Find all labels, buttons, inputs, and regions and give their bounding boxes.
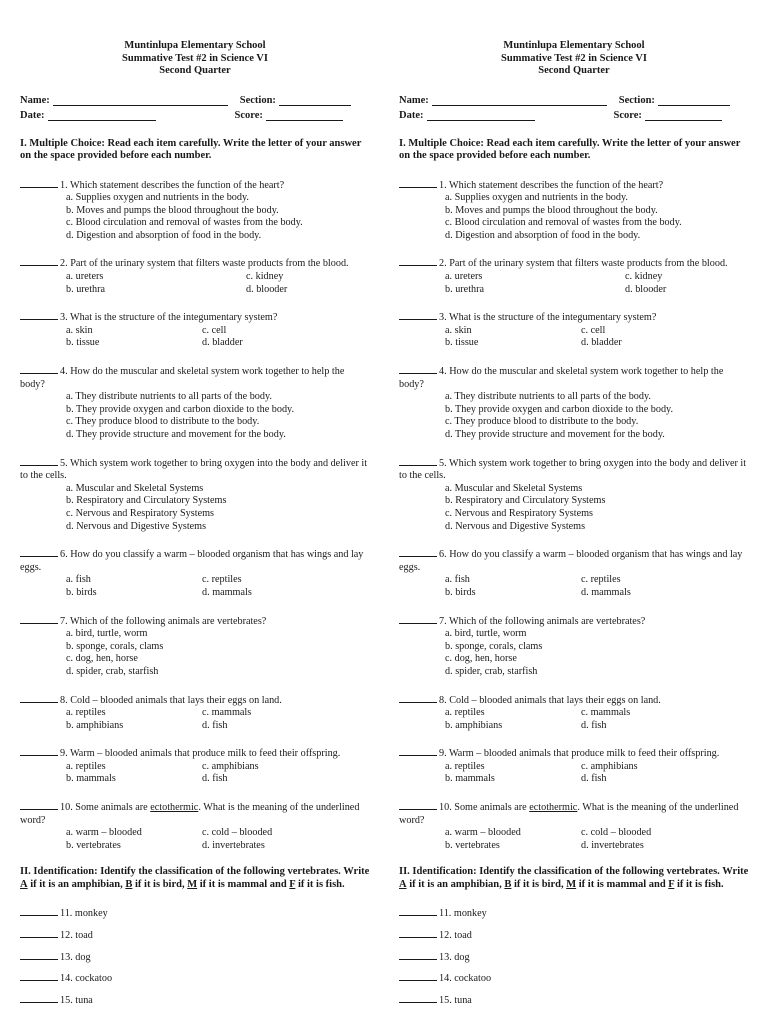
option: a. skin [445, 324, 472, 336]
id-item-13: 13. dog [20, 949, 370, 965]
question-3: 3. What is the structure of the integumentary system? a. skin c. cell b. tissue d. bladder [399, 309, 749, 350]
answer-blank[interactable] [20, 970, 58, 981]
option: b. mammals [445, 773, 495, 785]
option: b. They provide oxygen and carbon dioxide to the body. [445, 403, 674, 415]
name-label: Name: [399, 94, 429, 106]
option: c. kidney [625, 271, 663, 283]
option: d. Digestion and absorption of food in the body. [66, 229, 262, 241]
option: c. mammals [202, 707, 252, 719]
option: d. mammals [581, 586, 631, 598]
option: c. reptiles [202, 574, 242, 586]
question-2: 2. Part of the urinary system that filters waste products from the blood. a. ureters c. kidney b. urethra d. blooder [399, 255, 749, 296]
id-item-14: 14. cockatoo [20, 970, 370, 986]
part1-instructions: I. Multiple Choice: Read each item carefully. Write the letter of your answer on the space provided before each number. [20, 137, 362, 161]
answer-blank[interactable] [20, 309, 58, 320]
option: c. reptiles [581, 574, 621, 586]
option: c. Blood circulation and removal of wastes from the body. [445, 217, 682, 229]
date-field[interactable] [48, 109, 156, 121]
option: c. Nervous and Respiratory Systems [445, 507, 593, 519]
option: d. mammals [202, 586, 252, 598]
question-3: 3. What is the structure of the integumentary system? a. skin c. cell b. tissue d. bladder [20, 309, 370, 350]
quarter-label: Second Quarter [538, 65, 610, 76]
underlined-term: ectothermic [150, 802, 199, 814]
section-field[interactable] [279, 94, 351, 106]
id-item-11: 11. monkey [399, 905, 749, 921]
option: d. fish [202, 773, 228, 785]
option: a. Muscular and Skeletal Systems [66, 482, 204, 494]
answer-blank[interactable] [399, 992, 437, 1003]
part1-instructions: I. Multiple Choice: Read each item carefully. Write the letter of your answer on the space provided before each number. [399, 137, 741, 161]
option: c. cell [581, 324, 606, 336]
score-label: Score: [234, 109, 263, 121]
option: d. invertebrates [581, 839, 644, 851]
answer-blank[interactable] [399, 949, 437, 960]
option: b. vertebrates [445, 839, 500, 851]
option: b. urethra [445, 283, 485, 295]
option: a. bird, turtle, worm [445, 628, 527, 640]
option: b. They provide oxygen and carbon dioxide to the body. [66, 403, 295, 415]
option: b. Moves and pumps the blood throughout the body. [66, 204, 279, 216]
name-field[interactable] [432, 94, 607, 106]
id-item-13: 13. dog [399, 949, 749, 965]
question-8: 8. Cold – blooded animals that lays their eggs on land. a. reptiles c. mammals b. amphibians d. fish [20, 692, 370, 733]
option: d. They provide structure and movement for the body. [445, 429, 665, 440]
answer-blank[interactable] [399, 309, 437, 320]
school-name: Muntinlupa Elementary School [124, 40, 266, 51]
option: c. Blood circulation and removal of wastes from the body. [66, 217, 303, 229]
option: b. tissue [445, 337, 479, 349]
option: b. Respiratory and Circulatory Systems [445, 495, 606, 507]
test-copy-left [20, 40, 370, 1007]
answer-blank[interactable] [20, 546, 58, 557]
school-name: Muntinlupa Elementary School [503, 40, 645, 51]
id-item-14: 14. cockatoo [399, 970, 749, 986]
answer-blank[interactable] [20, 992, 58, 1003]
id-item-15: 15. tuna [20, 992, 370, 1008]
option: d. Digestion and absorption of food in the body. [445, 229, 641, 241]
date-score-row [20, 109, 370, 122]
part2-instructions: II. Identification: Identify the classification of the following vertebrates. Write A if it is an amphibian, B if it is bird, M if it is mammal and F if it is fish. [399, 866, 749, 890]
option: d. fish [581, 773, 607, 785]
option: a. fish [445, 574, 470, 586]
option: b. birds [66, 586, 97, 598]
answer-blank[interactable] [399, 970, 437, 981]
option: b. vertebrates [66, 839, 121, 851]
answer-blank[interactable] [20, 799, 58, 810]
option: a. They distribute nutrients to all parts of the body. [445, 391, 651, 403]
option: d. bladder [202, 337, 243, 349]
answer-blank[interactable] [399, 177, 437, 188]
option: a. Muscular and Skeletal Systems [445, 482, 583, 494]
score-field[interactable] [645, 109, 722, 121]
option: b. tissue [66, 337, 100, 349]
part2-instructions: II. Identification: Identify the classification of the following vertebrates. Write A if it is an amphibian, B if it is bird, M if it is mammal and F if it is fish. [20, 866, 370, 890]
answer-blank[interactable] [399, 927, 437, 938]
answer-blank[interactable] [399, 363, 437, 374]
name-section-row [399, 94, 749, 107]
option: c. amphibians [202, 760, 259, 772]
question-8: 8. Cold – blooded animals that lays their eggs on land. a. reptiles c. mammals b. amphibians d. fish [399, 692, 749, 733]
option: a. ureters [445, 271, 483, 283]
option: a. skin [66, 324, 93, 336]
id-item-12: 12. toad [20, 927, 370, 943]
option: c. cold – blooded [581, 827, 652, 839]
score-label: Score: [613, 109, 642, 121]
question-4: 4. How do the muscular and skeletal system work together to help the body? a. They distribute nutrients to all parts of the body. b. They provide oxygen and carbon dioxide to the body. c. They produce blood to distribute to the body. d. They provide structure and movement for the body. [20, 363, 370, 442]
option: a. Supplies oxygen and nutrients in the body. [445, 192, 628, 204]
question-9: 9. Warm – blooded animals that produce milk to feed their offspring. a. reptiles c. amphibians b. mammals d. fish [399, 745, 749, 786]
option: c. mammals [581, 707, 631, 719]
question-9: 9. Warm – blooded animals that produce milk to feed their offspring. a. reptiles c. amphibians b. mammals d. fish [20, 745, 370, 786]
question-10: 10. Some animals are ectothermic. What is the meaning of the underlined word? a. warm – blooded c. cold – blooded b. vertebrates d. invertebrates [20, 799, 370, 852]
option: c. amphibians [581, 760, 638, 772]
option: a. Supplies oxygen and nutrients in the body. [66, 192, 249, 204]
question-1: 1. Which statement describes the function of the heart? a. Supplies oxygen and nutrients in the body. b. Moves and pumps the blood throughout the body. c. Blood circulation and removal of wastes from the body. d. Digestion and absorption of food in the body. [399, 177, 749, 243]
answer-blank[interactable] [399, 255, 437, 266]
question-4: 4. How do the muscular and skeletal system work together to help the body? a. They distribute nutrients to all parts of the body. b. They provide oxygen and carbon dioxide to the body. c. They produce blood to distribute to the body. d. They provide structure and movement for the body. [399, 363, 749, 442]
option: a. fish [66, 574, 91, 586]
answer-blank[interactable] [20, 905, 58, 916]
option: a. ureters [66, 271, 104, 283]
quarter-label: Second Quarter [159, 65, 231, 76]
answer-blank[interactable] [399, 799, 437, 810]
answer-blank[interactable] [399, 613, 437, 624]
option: d. fish [581, 719, 607, 731]
id-item-15: 15. tuna [399, 992, 749, 1008]
section-label: Section: [618, 94, 655, 106]
answer-blank[interactable] [399, 745, 437, 756]
option: d. Nervous and Digestive Systems [445, 520, 586, 532]
option: b. Respiratory and Circulatory Systems [66, 495, 227, 507]
question-6: 6. How do you classify a warm – blooded organism that has wings and lay eggs. a. fish c. reptiles b. birds d. mammals [20, 546, 370, 599]
option: c. dog, hen, horse [66, 653, 138, 665]
option: b. mammals [66, 773, 116, 785]
id-item-11: 11. monkey [20, 905, 370, 921]
answer-blank[interactable] [20, 455, 58, 466]
option: d. spider, crab, starfish [66, 665, 159, 677]
option: c. cold – blooded [202, 827, 273, 839]
question-1: 1. Which statement describes the function of the heart? a. Supplies oxygen and nutrients in the body. b. Moves and pumps the blood throughout the body. c. Blood circulation and removal of wastes from the body. d. Digestion and absorption of food in the body. [20, 177, 370, 243]
option: a. reptiles [445, 760, 485, 772]
question-2: 2. Part of the urinary system that filters waste products from the blood. a. ureters c. kidney b. urethra d. blooder [20, 255, 370, 296]
option: d. bladder [581, 337, 622, 349]
option: b. amphibians [66, 719, 124, 731]
option: a. reptiles [66, 760, 106, 772]
option: d. invertebrates [202, 839, 265, 851]
answer-blank[interactable] [20, 255, 58, 266]
option: d. blooder [246, 283, 288, 295]
answer-blank[interactable] [399, 905, 437, 916]
test-title: Summative Test #2 in Science VI [122, 52, 268, 64]
option: a. warm – blooded [66, 827, 142, 839]
id-item-12: 12. toad [399, 927, 749, 943]
option: a. warm – blooded [445, 827, 521, 839]
answer-blank[interactable] [399, 455, 437, 466]
section-field[interactable] [658, 94, 730, 106]
answer-blank[interactable] [20, 927, 58, 938]
answer-blank[interactable] [20, 949, 58, 960]
answer-blank[interactable] [20, 363, 58, 374]
name-label: Name: [20, 94, 50, 106]
option: b. sponge, corals, clams [66, 640, 164, 652]
question-6: 6. How do you classify a warm – blooded organism that has wings and lay eggs. a. fish c. reptiles b. birds d. mammals [399, 546, 749, 599]
option: a. bird, turtle, worm [66, 628, 148, 640]
underlined-term: ectothermic [529, 802, 578, 814]
date-field[interactable] [427, 109, 535, 121]
question-10: 10. Some animals are ectothermic. What is the meaning of the underlined word? a. warm – blooded c. cold – blooded b. vertebrates d. invertebrates [399, 799, 749, 852]
option: c. dog, hen, horse [445, 653, 517, 665]
test-copy-right [399, 40, 749, 1007]
question-7: 7. Which of the following animals are vertebrates? a. bird, turtle, worm b. sponge, corals, clams c. dog, hen, horse d. spider, crab, starfish [20, 613, 370, 679]
option: b. Moves and pumps the blood throughout the body. [445, 204, 658, 216]
option: c. kidney [246, 271, 284, 283]
option: a. reptiles [66, 707, 106, 719]
name-section-row [20, 94, 370, 107]
answer-blank[interactable] [20, 692, 58, 703]
question-7: 7. Which of the following animals are vertebrates? a. bird, turtle, worm b. sponge, corals, clams c. dog, hen, horse d. spider, crab, starfish [399, 613, 749, 679]
name-field[interactable] [53, 94, 228, 106]
option: c. Nervous and Respiratory Systems [66, 507, 214, 519]
date-label: Date: [399, 109, 424, 121]
question-5: 5. Which system work together to bring oxygen into the body and deliver it to the cells. a. Muscular and Skeletal Systems b. Respiratory and Circulatory Systems c. Nervous and Respiratory Systems d. Nervous and Digestive Systems [399, 455, 749, 534]
option: a. They distribute nutrients to all parts of the body. [66, 391, 272, 403]
option: d. They provide structure and movement for the body. [66, 429, 286, 440]
option: b. birds [445, 586, 476, 598]
section-label: Section: [239, 94, 276, 106]
test-title: Summative Test #2 in Science VI [501, 52, 647, 64]
answer-blank[interactable] [399, 546, 437, 557]
date-score-row [399, 109, 749, 122]
option: d. spider, crab, starfish [445, 665, 538, 677]
option: b. urethra [66, 283, 106, 295]
score-field[interactable] [266, 109, 343, 121]
option: d. blooder [625, 283, 667, 295]
option: d. Nervous and Digestive Systems [66, 520, 207, 532]
answer-blank[interactable] [20, 613, 58, 624]
option: b. sponge, corals, clams [445, 640, 543, 652]
option: c. They produce blood to distribute to the body. [445, 416, 639, 428]
option: a. reptiles [445, 707, 485, 719]
option: b. amphibians [445, 719, 503, 731]
option: d. fish [202, 719, 228, 731]
answer-blank[interactable] [20, 177, 58, 188]
answer-blank[interactable] [20, 745, 58, 756]
option: c. They produce blood to distribute to the body. [66, 416, 260, 428]
question-5: 5. Which system work together to bring oxygen into the body and deliver it to the cells. a. Muscular and Skeletal Systems b. Respiratory and Circulatory Systems c. Nervous and Respiratory Systems d. Nervous and Digestive Systems [20, 455, 370, 534]
option: c. cell [202, 324, 227, 336]
date-label: Date: [20, 109, 45, 121]
answer-blank[interactable] [399, 692, 437, 703]
